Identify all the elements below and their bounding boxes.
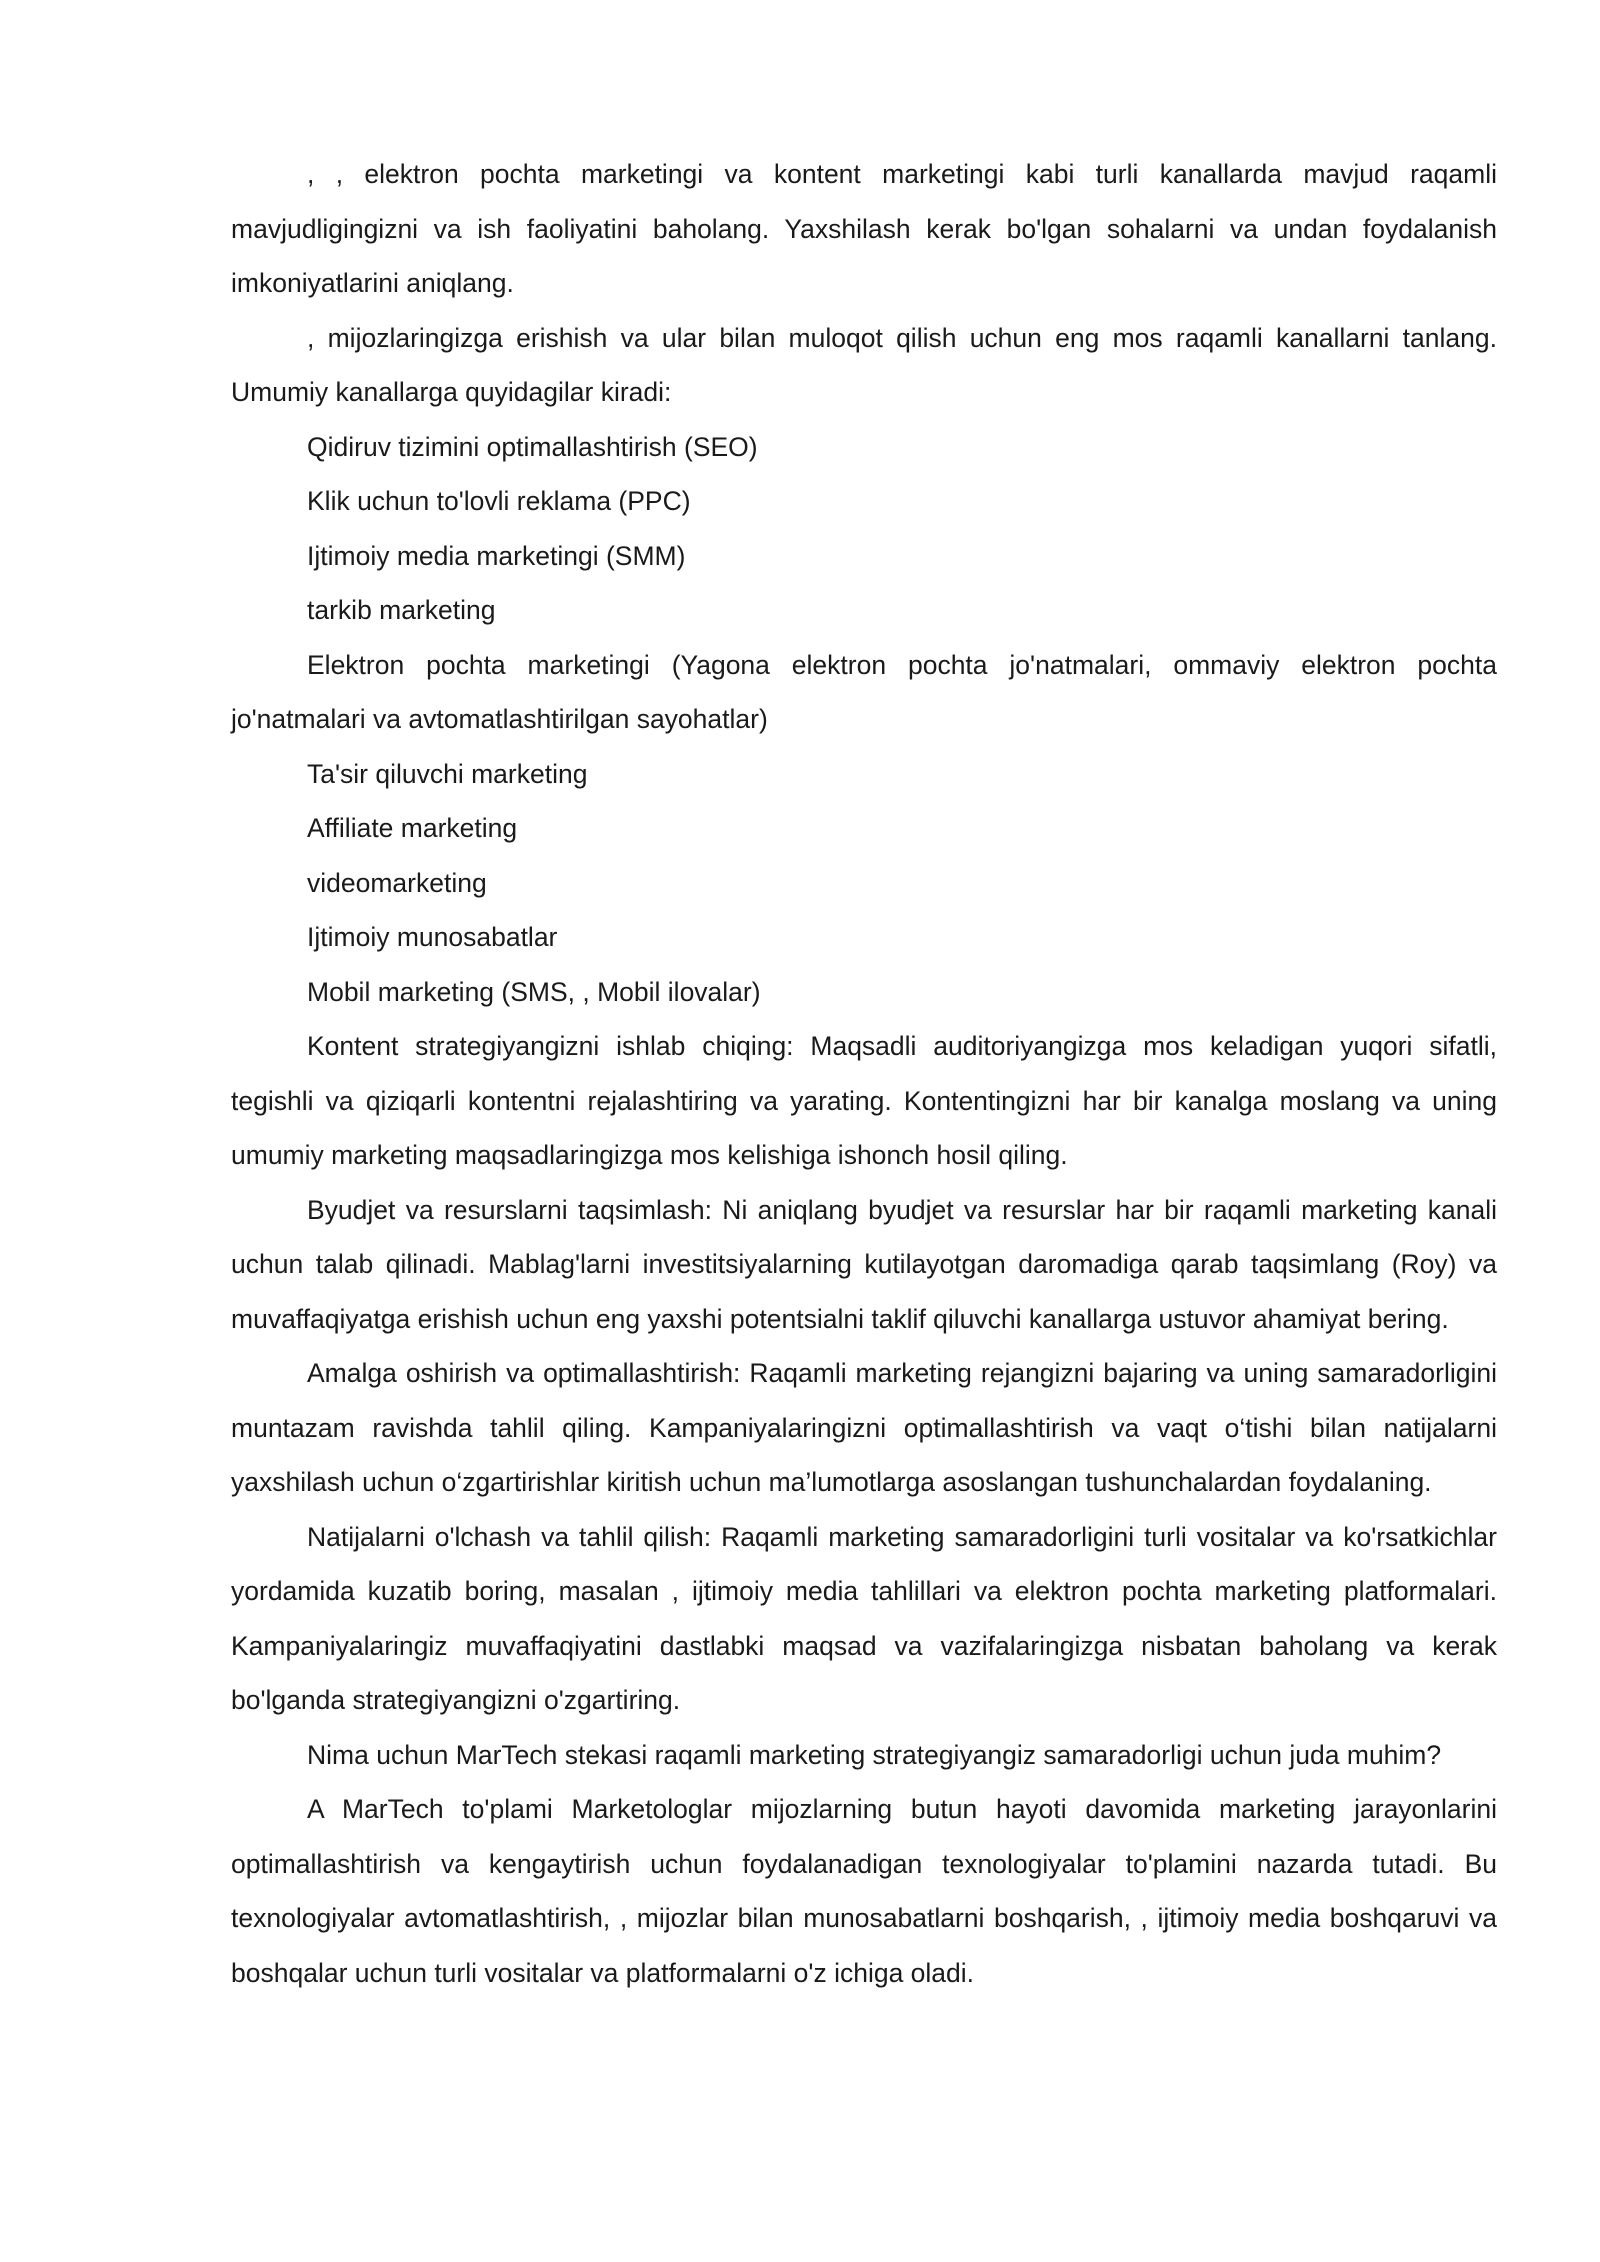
- paragraph: , mijozlaringizga erishish va ular bilan muloqot qilish uchun eng mos raqamli kanallarni tanlang. Umumiy kanallarga quyidagilar kiradi:: [231, 322, 1497, 407]
- list-item: videomarketing: [307, 867, 487, 898]
- list-item: tarkib marketing: [307, 595, 496, 625]
- list-item: Ijtimoiy media marketingi (SMM): [307, 540, 686, 571]
- list-item: Elektron pochta marketingi (Yagona elektron pochta jo'natmalari, ommaviy elektron pochta jo'natmalari va avtomatlashtirilgan sayohatlar): [231, 649, 1497, 734]
- paragraph: Byudjet va resurslarni taqsimlash: Ni aniqlang byudjet va resurslar har bir raqamli marketing kanali uchun talab qilinadi. Mablag'larni investitsiyalarning kutilayotgan daromadiga qarab taqsimlang (Roy) va muvaffaqiyatga erishish uchun eng yaxshi potentsialni taklif qiluvchi kanallarga ustuvor ahamiyat bering.: [231, 1194, 1497, 1334]
- paragraph: A MarTech to'plami Marketologlar mijozlarning butun hayoti davomida marketing jarayonlarini optimallashtirish va kengaytirish uchun foydalanadigan texnologiyalar to'plamini nazarda tutadi. Bu texnologiyalar avtomatlashtirish, , mijozlar bilan munosabatlarni boshqarish, , ijtimoiy media boshqaruvi va boshqalar uchun turli vositalar va platformalarni o'z ichiga oladi.: [231, 1794, 1497, 1988]
- paragraph: Kontent strategiyangizni ishlab chiqing: Maqsadli auditoriyangizga mos keladigan yuqori sifatli, tegishli va qiziqarli kontentni rejalashtiring va yarating. Kontentingizni har bir kanalga moslang va uning umumiy marketing maqsadlaringizga mos kelishiga ishonch hosil qiling.: [231, 1031, 1497, 1170]
- list-item: Affiliate marketing: [307, 813, 518, 843]
- document-page: [231, 147, 1497, 2000]
- paragraph: Amalga oshirish va optimallashtirish: Raqamli marketing rejangizni bajaring va uning samaradorligini muntazam ravishda tahlil qiling. Kampaniyalaringizni optimallashtirish va vaqt o‘tishi bilan natijalarni yaxshilash uchun o‘zgartirishlar kiritish uchun ma’lumotlarga asoslangan tushunchalardan foydalaning.: [231, 1358, 1497, 1497]
- list-item: Ijtimoiy munosabatlar: [307, 922, 558, 952]
- paragraph: Natijalarni o'lchash va tahlil qilish: Raqamli marketing samaradorligini turli vositalar va ko'rsatkichlar yordamida kuzatib boring, masalan , ijtimoiy media tahlillari va elektron pochta marketing platformalari. Kampaniyalaringiz muvaffaqiyatini dastlabki maqsad va vazifalaringizga nisbatan baholang va kerak bo'lganda strategiyangizni o'zgartiring.: [231, 1521, 1497, 1715]
- list-item: Klik uchun to'lovli reklama (PPC): [307, 486, 691, 516]
- list-item: Ta'sir qiluvchi marketing: [307, 758, 588, 789]
- question-paragraph: Nima uchun MarTech stekasi raqamli marketing strategiyangiz samaradorligi uchun juda muhim?: [307, 1739, 1442, 1770]
- list-item: Qidiruv tizimini optimallashtirish (SEO): [307, 431, 758, 462]
- paragraph: , , elektron pochta marketingi va kontent marketingi kabi turli kanallarda mavjud raqamli mavjudligingizni va ish faoliyatini baholang. Yaxshilash kerak bo'lgan sohalarni va undan foydalanish imkoniyatlarini aniqlang.: [231, 159, 1497, 298]
- list-item: Mobil marketing (SMS, , Mobil ilovalar): [307, 976, 761, 1007]
